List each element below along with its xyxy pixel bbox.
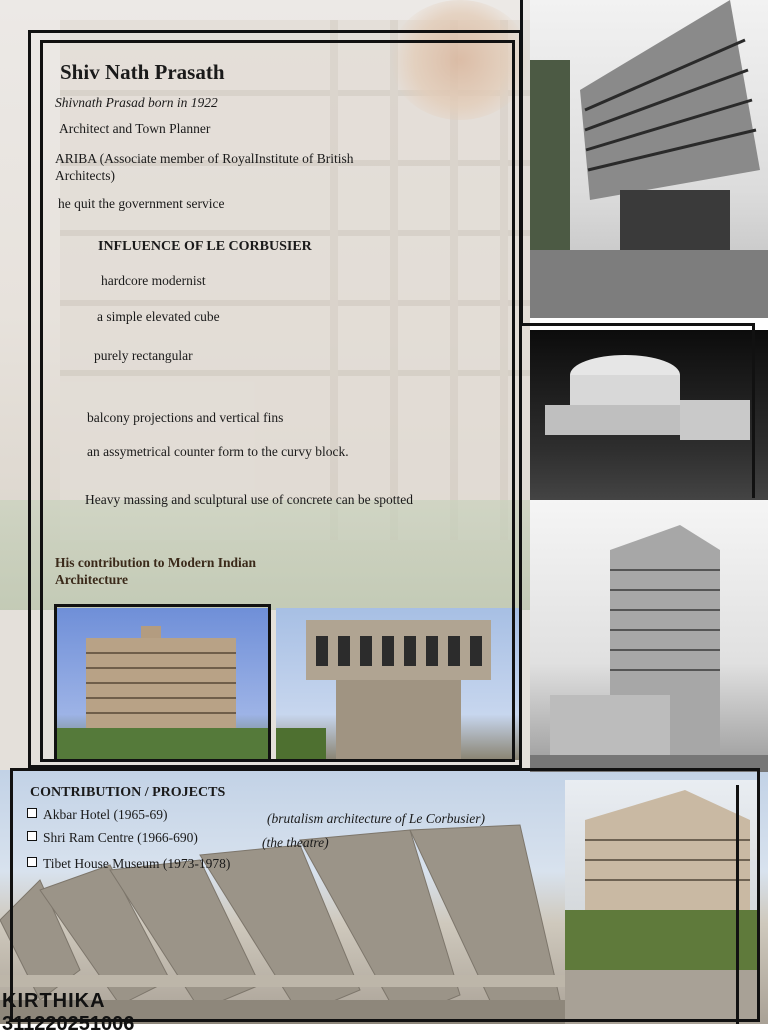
divider-line bbox=[752, 323, 755, 498]
influence-heading: INFLUENCE OF LE CORBUSIER bbox=[98, 239, 312, 254]
photo-model-black bbox=[530, 330, 768, 500]
influence-point: balcony projections and vertical fins bbox=[87, 410, 284, 425]
quit-text: he quit the government service bbox=[58, 196, 225, 211]
photo-frame bbox=[54, 604, 271, 762]
photo-tower-building bbox=[530, 500, 768, 772]
born-text: Shivnath Prasad born in 1922 bbox=[55, 95, 218, 110]
project-label: Shri Ram Centre (1966-690) bbox=[43, 830, 198, 845]
page-title: Shiv Nath Prasath bbox=[60, 60, 225, 84]
project-label: Akbar Hotel (1965-69) bbox=[43, 807, 168, 822]
contribution-heading: His contribution to Modern Indian Architecture bbox=[55, 555, 257, 587]
role-text: Architect and Town Planner bbox=[59, 121, 211, 136]
bullet-icon bbox=[27, 808, 37, 818]
project-item bbox=[27, 830, 198, 846]
divider-line bbox=[736, 785, 739, 1024]
divider-line bbox=[520, 0, 523, 326]
project-item bbox=[27, 807, 167, 823]
influence-point: purely rectangular bbox=[94, 348, 193, 363]
project-note: (the theatre) bbox=[262, 835, 329, 850]
influence-point: an assymetrical counter form to the curvy block. bbox=[87, 444, 349, 459]
bullet-icon bbox=[27, 831, 37, 841]
photo-elevated-building bbox=[530, 0, 768, 318]
influence-point: a simple elevated cube bbox=[97, 309, 220, 324]
projects-heading: CONTRIBUTION / PROJECTS bbox=[30, 785, 226, 800]
influence-point: Heavy massing and sculptural use of concrete can be spotted bbox=[85, 492, 414, 507]
project-item bbox=[27, 856, 230, 872]
ariba-text: ARIBA (Associate member of RoyalInstitute of British Architects) bbox=[55, 151, 354, 183]
divider-line bbox=[520, 323, 755, 326]
author-name: KIRTHIKA bbox=[2, 990, 106, 1012]
bullet-icon bbox=[27, 857, 37, 867]
influence-point: hardcore modernist bbox=[101, 273, 206, 288]
author-id: 311220251006 bbox=[2, 1013, 135, 1035]
project-label: Tibet House Museum (1973-1978) bbox=[43, 856, 231, 871]
project-note: (brutalism architecture of Le Corbusier) bbox=[267, 811, 485, 826]
